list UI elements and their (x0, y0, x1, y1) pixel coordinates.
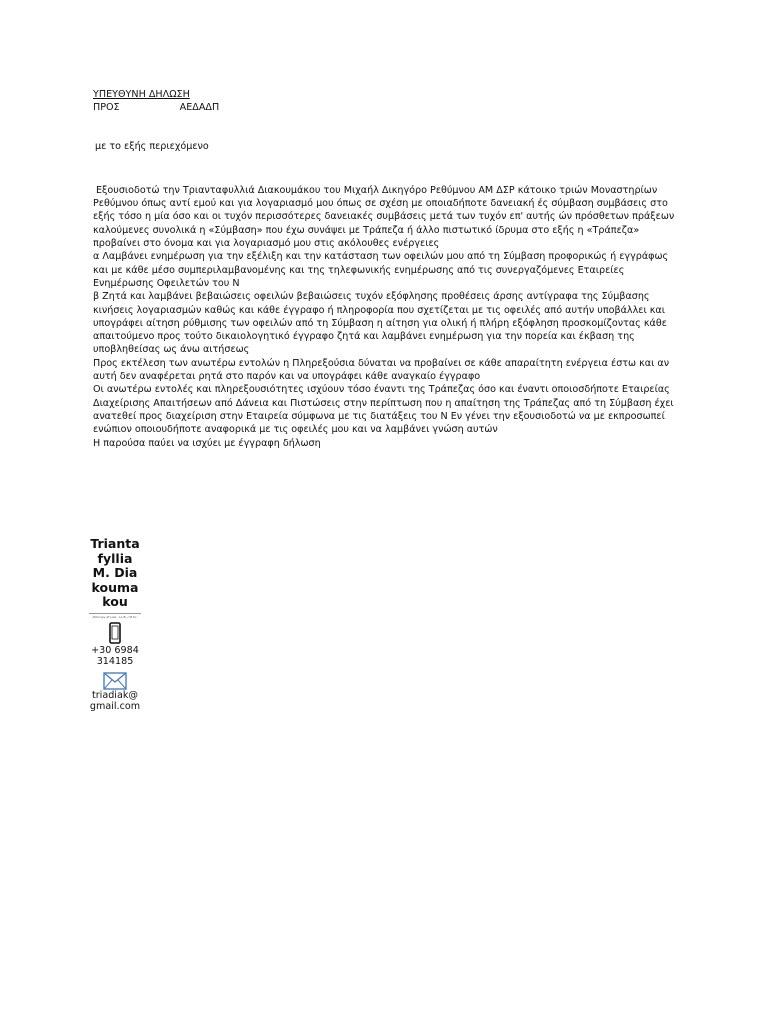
signer-phone[interactable]: +30 6984314185 (91, 644, 139, 667)
paragraph-item-a: α Λαμβάνει ενημέρωση για την εξέλιξη και την κατάσταση των οφειλών μου από τη Σύμβαση προφορικώς ή εγγράφως και με κάθε μέσο συμπεριλαμβανομένης και της τηλεφωνικής ενημέρωσης από τις συνεργαζόμενες Εταιρείες Ενημέρωσης Οφειλετών του Ν (93, 251, 669, 289)
recipient-line (93, 101, 683, 114)
paragraph-scope: Οι ανωτέρω εντολές και πληρεξουσιότητες ισχύουν τόσο έναντι της Τράπεζας όσο και έναντι οποιοσδήποτε Εταιρείας Διαχείρισης Απαιτήσεων από Δάνεια και Πιστώσεις στην περίπτωση που η απαίτηση της Τράπεζας από τη Σύμβαση έχει ανατεθεί προς διαχείριση στην Εταιρεία σύμφωνα με τις διατάξεις του Ν Εν γένει την εξουσιοδοτώ να με εκπροσωπεί ενώπιον οποιουδήποτε αναφορικά με τις οφειλές μου και να λαμβάνει γνώση αυτών (93, 384, 674, 436)
recipient-value: ΑΕΔΑΔΠ (179, 102, 220, 114)
mail-icon (103, 672, 127, 690)
document-title: ΥΠΕΥΘΥΝΗ ΔΗΛΩΣΗ (93, 89, 190, 100)
signature-card (89, 537, 141, 713)
paragraph-revocation: Η παρούσα παύει να ισχύει με έγγραφη δήλωση (93, 437, 321, 449)
phone-icon (104, 622, 126, 644)
document (93, 88, 683, 450)
recipient-label: ΠΡΟΣ (93, 102, 120, 114)
subject-line: με το εξής περιεχόμενο (95, 140, 209, 152)
document-body (93, 184, 683, 450)
signer-email[interactable]: triadiak@gmail.com (89, 689, 141, 712)
paragraph-item-b: β Ζητά και λαμβάνει βεβαιώσεις οφειλών βεβαιώσεις τυχόν εξόφλησης προθέσεις άρσης αντίγραφα της Σύμβασης κινήσεις λογαριασμών καθώς και κάθε έγγραφο ή πληροφορία που σχετίζεται με τις οφειλές από αυτήν υποβάλλει και υπογράφει αίτηση ρύθμισης των οφειλών από τη Σύμβαση η αίτηση για ολική ή πλήρη εξόφληση προσκομίζοντας κάθε απαιτούμενο προς τούτο δικαιολογητικό έγγραφο ζητά και λαμβάνει ενημέρωση για την πορεία και έκβαση της υποβληθείσας ως άνω αιτήσεως (93, 291, 667, 356)
paragraph-authorization: Εξουσιοδοτώ την Τριανταφυλλιά Διακουμάκου του Μιχαήλ Δικηγόρο Ρεθύμνου ΑΜ ΔΣΡ κάτοικο τριών Μοναστηρίων Ρεθύμνου όπως αντί εμού και για λογαριασμό μου όπως σε σχέση με οποιαδήποτε δανειακή ές σύμβαση συμβάσεις στο εξής τόσο η μία όσο και οι τυχόν περισσότερες δανειακές συμβάσεις μετά των τυχόν επ' αυτής ών πρόσθετων πράξεων καλούμενες συνολικά η «Σύμβαση» που έχω συνάψει με Τράπεζα ή άλλο πιστωτικό ίδρυμα στο εξής η «Τράπεζα» προβαίνει στο όνομα και για λογαριασμό μου στις ακόλουθες ενέργειες (93, 184, 675, 250)
paragraph-execution: Προς εκτέλεση των ανωτέρω εντολών η Πληρεξούσια δύναται να προβαίνει σε κάθε απαραίτητη ενέργεια έστω και αν αυτή δεν αναφέρεται ρητά στο παρόν και να υπογράφει κάθε αναγκαίο έγγραφο (93, 357, 670, 383)
signer-name: Triantafyllia M. Diakoumakou (90, 536, 140, 609)
signer-subtitle: Attorney at Law - LL.B. / M.Sc. (89, 613, 141, 619)
